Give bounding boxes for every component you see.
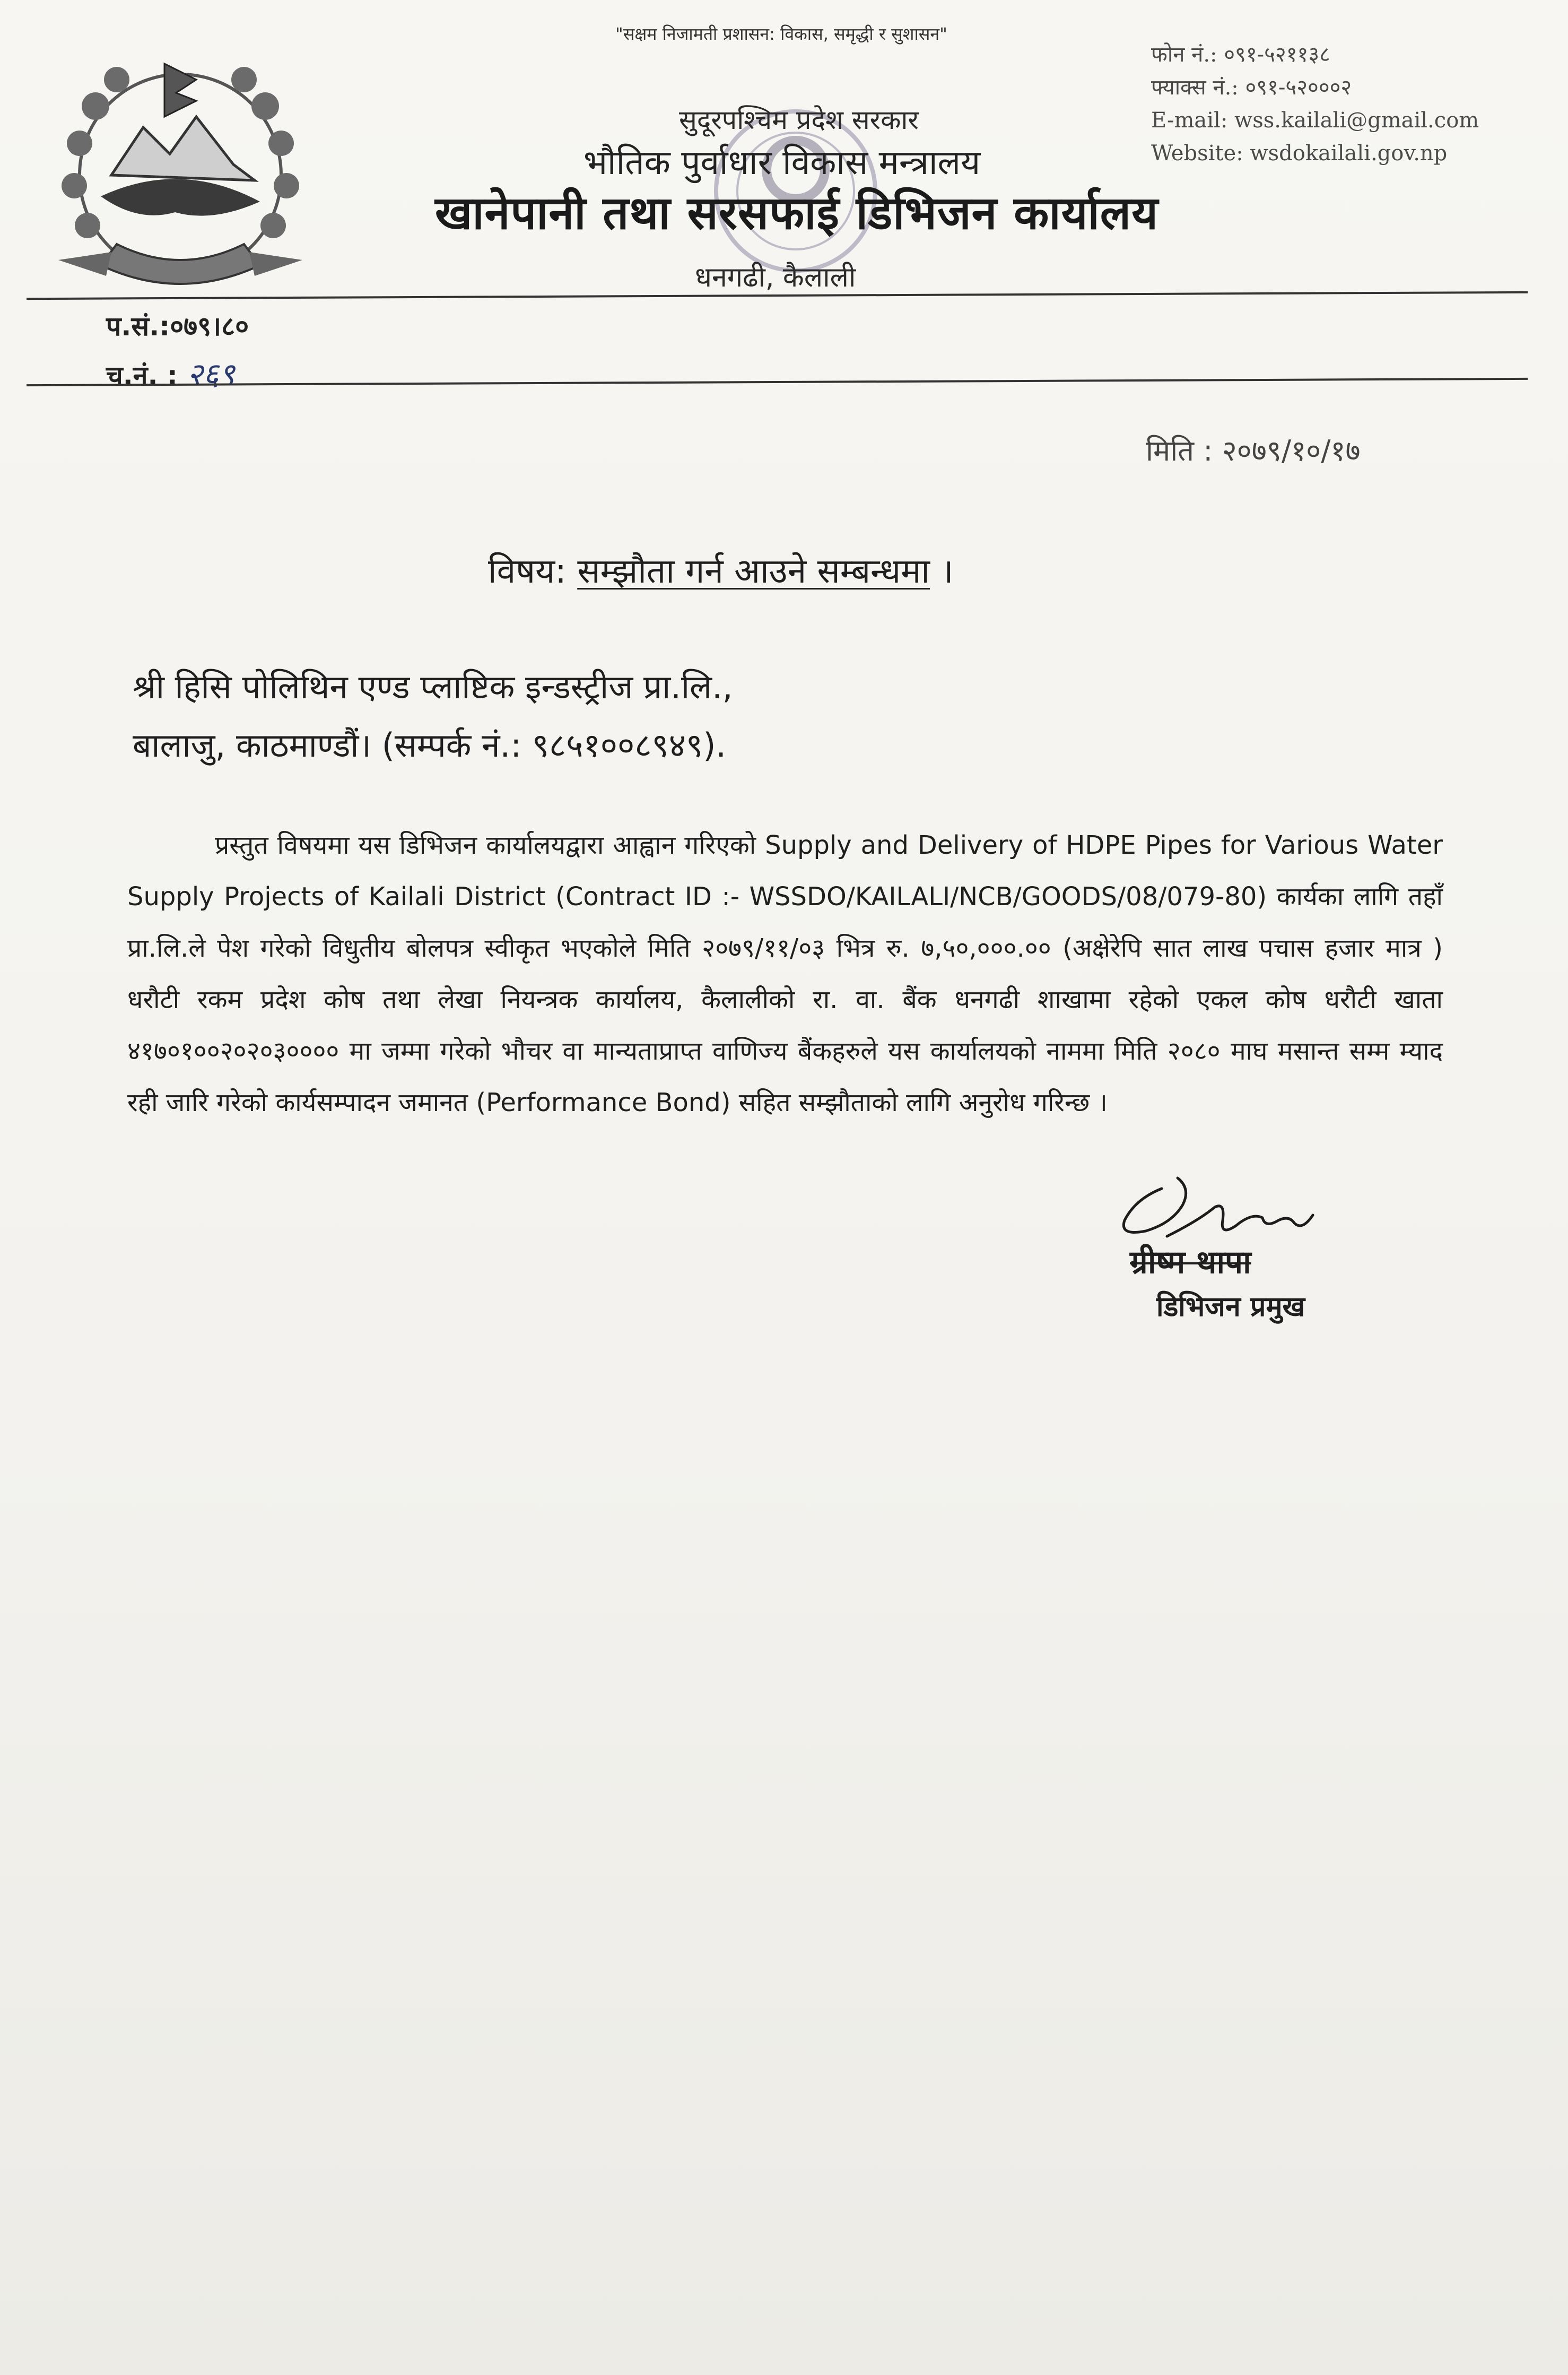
contact-block <box>1151 38 1479 170</box>
email-address: E-mail: wss.kailali@gmail.com <box>1151 108 1479 133</box>
nepal-emblem-icon <box>37 42 324 308</box>
letter-body <box>127 820 1443 1129</box>
office-name: खानेपानी तथा सरसफाई डिभिजन कार्यालय <box>435 187 1158 240</box>
subject-label: विषय: <box>488 552 567 591</box>
signatory-name: ग्रीष्म थापा <box>1130 1244 1251 1281</box>
chalani-number-label: च.नं. : <box>106 360 178 391</box>
patra-sankhya-label: प.सं.: <box>106 311 170 342</box>
signatory-title: डिभिजन प्रमुख <box>1156 1291 1305 1323</box>
subject-end: । <box>940 552 954 591</box>
addressee-block <box>133 658 733 775</box>
phone-number: फोन नं.: ०९१-५२११३८ <box>1151 42 1330 67</box>
subject-line <box>488 547 954 593</box>
letter-date: मिति : २०७९/१०/१७ <box>1146 434 1361 467</box>
website-address: Website: wsdokailali.gov.np <box>1151 141 1448 166</box>
government-name: सुदूरपश्चिम प्रदेश सरकार <box>679 105 919 135</box>
header-divider-bottom <box>27 378 1528 386</box>
slogan: "सक्षम निजामती प्रशासन: विकास, समृद्धी र सुशासन" <box>615 24 947 44</box>
fax-number: फ्याक्स नं.: ०९१-५२०००२ <box>1151 75 1352 100</box>
patra-sankhya <box>106 302 249 350</box>
addressee-name: श्री हिसि पोलिथिन एण्ड प्लाष्टिक इन्डस्ट्रीज प्रा.लि., <box>133 668 733 706</box>
body-paragraph: प्रस्तुत विषयमा यस डिभिजन कार्यालयद्वारा आह्वान गरिएको Supply and Delivery of HDPE Pipes for Various Water Supply Projects of Kailali District (Contract ID :- WSSDO/KAILALI/NCB/GOODS/08/079-80) कार्यका लागि तहाँ प्रा.लि.ले पेश गरेको विधुतीय बोलपत्र स्वीकृत भएकोले मिति २०७९/११/०३ भित्र रु. ७,५०,०००.०० (अक्षेरेपि सात लाख पचास हजार मात्र ) धरौटी रकम प्रदेश कोष तथा लेखा नियन्त्रक कार्यालय, कैलालीको रा. वा. बैंक धनगढी शाखामा रहेको एकल कोष धरौटी खाता ४१७०१००२०२०३०००० मा जम्मा गरेको भौचर वा मान्यताप्राप्त वाणिज्य बैंकहरुले यस कार्यालयको नाममा मिति २०८० माघ मसान्त सम्म म्याद रही जारि गरेको कार्यसम्पादन जमानत (Performance Bond) सहित सम्झौताको लागि अनुरोध गरिन्छ । <box>127 830 1443 1117</box>
chalani-number-value: २६९ <box>187 356 235 392</box>
subject-text: सम्झौता गर्न आउने सम्बन्धमा <box>577 552 930 591</box>
office-location: धनगढी, कैलाली <box>695 262 856 293</box>
ministry-name: भौतिक पुर्वाधार विकास मन्त्रालय <box>583 143 981 183</box>
patra-sankhya-value: ०७९।८० <box>170 311 249 342</box>
chalani-number <box>106 350 249 400</box>
addressee-address: बालाजु, काठमाण्डौं। (सम्पर्क नं.: ९८५१००८९४९). <box>133 726 727 765</box>
